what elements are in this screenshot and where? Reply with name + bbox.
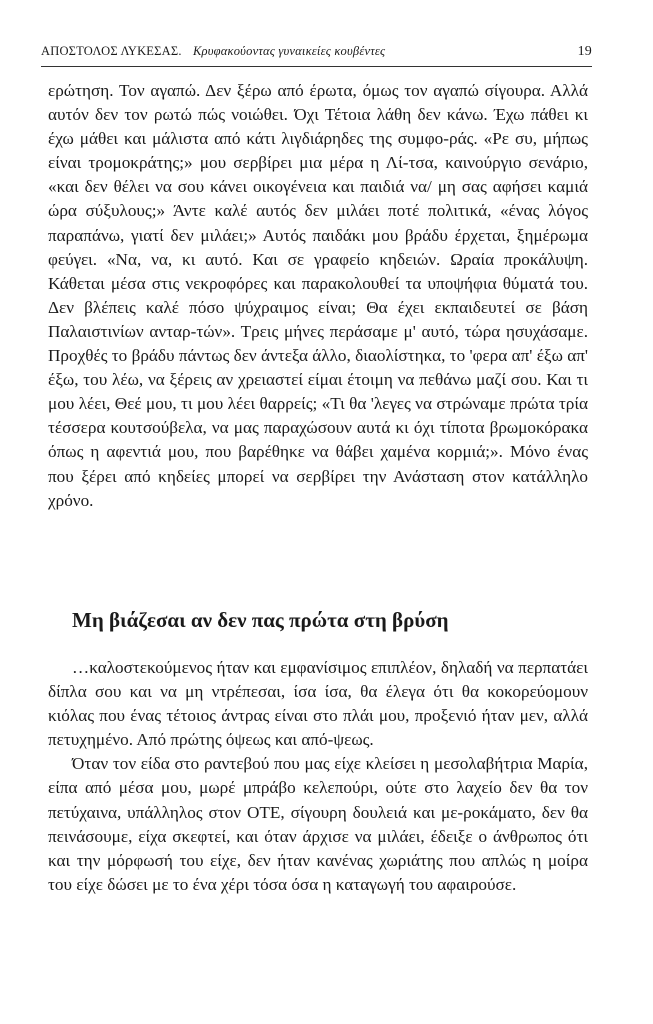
- section-1-text: [48, 79, 588, 513]
- author-name: ΑΠΟΣΤΟΛΟΣ ΛΥΚΕΣΑΣ.: [41, 44, 182, 58]
- paragraph: ερώτηση. Τον αγαπώ. Δεν ξέρω από έρωτα, όμως τον αγαπώ σίγουρα. Αλλά αυτόν δεν τον ρωτώ πώς νοιώθει. Όχι Τέτοια λάθη δεν κάνω. Έχω πάθει κι έχω μάθει και μάλιστα από κάτι λιγδιάρηδες της συμφο-ράς. «Ρε συ, μήπως είναι τρομοκράτης;» μου σερβίρει μια μέρα η Λί-τσα, καινούργιο σενάριο, «και δεν θέλει να σου κάνει οικογένεια και παιδιά να/ μη σας αφήσει καμιά ώρα σύξυλους;» Άντε καλέ αυτός δεν μιλάει ποτέ πολιτικά, «ένας λόγος παραπάνω, γιατί δεν μιλάει;» Αυτός παιδάκι μου βράδυ έρχεται, ξημέρωμα φεύγει. «Να, να, κι αυτό. Και σε γραφείο κηδειών. Ωραία προκάλυψη. Κάθεται μέσα στις νεκροφόρες και παρακολουθεί τα υποψήφια θύματά του. Δεν βλέπεις καλέ πόσο ψύχραιμος είναι; Θα έχει εκπαιδευτεί σε βάση Παλαιστινίων ανταρ-τών». Τρεις μήνες περάσαμε μ' αυτό, τώρα ησυχάσαμε. Προχθές το βράδυ πάντως δεν άντεξα άλλο, διαολίστηκα, το 'φερα απ' έξω απ' έξω, του λέω, να ξέρεις αν χρειαστεί είμαι έτοιμη να πεθάνω μαζί σου. Και τι μου λέει, Θεέ μου, τι μου λέει θαρρείς; «Τι θα 'λεγες να στρώναμε πρώτα τρία τέσσερα κουτσούβελα, να μας παραχώσουν αυτά κι όχι τίποτα βρωμοκόρακα όπως η αφεντιά μου, που βαρέθηκε να θάβει χαμένα κορμιά;». Μόνο ένας που ξέρει από κηδείες μπορεί να σερβίρει την Ανάσταση στον κατάλληλο χρόνο.: [48, 81, 588, 510]
- page-number: 19: [577, 44, 592, 59]
- book-title: Κρυφακούοντας γυναικείες κουβέντες: [192, 44, 386, 58]
- header-rule: [41, 66, 592, 67]
- paragraph: …καλοστεκούμενος ήταν και εμφανίσιμος επιπλέον, δηλαδή να περπατάει δίπλα σου και να μη ντρέπεσαι, ίσα ίσα, θα έλεγα ότι θα κοκορεύομουν κιόλας που ένας τέτοιος άντρας είναι στο πλάι μου, προξενιό ήταν μεν, αλλά πετυχημένο. Από πρώτης όψεως και από-ψεως.: [48, 658, 588, 750]
- running-head: [41, 44, 592, 59]
- section-2-text: [48, 656, 588, 897]
- section-heading: Μη βιάζεσαι αν δεν πας πρώτα στη βρύση: [72, 608, 449, 632]
- paragraph: Όταν τον είδα στο ραντεβού που μας είχε κλείσει η μεσολαβήτρια Μαρία, είπα από μέσα μου, μωρέ μπράβο κελεπούρι, ούτε στο λαχείο δεν θα τον πετύχαινα, υπάλληλος στον ΟΤΕ, σίγουρη δουλειά και με-ροκάματο, δεν θα πεινάσουμε, είχα σκεφτεί, και όταν άρχισε να μιλάει, έδειξε ο άνθρωπος ότι και την μόρφωσή του είχε, δεν ήταν κανένας χωριάτης που απλώς η μοίρα του είχε δώσει με το ένα χέρι τόσα όσα η καταγωγή του αφαιρούσε.: [48, 754, 588, 894]
